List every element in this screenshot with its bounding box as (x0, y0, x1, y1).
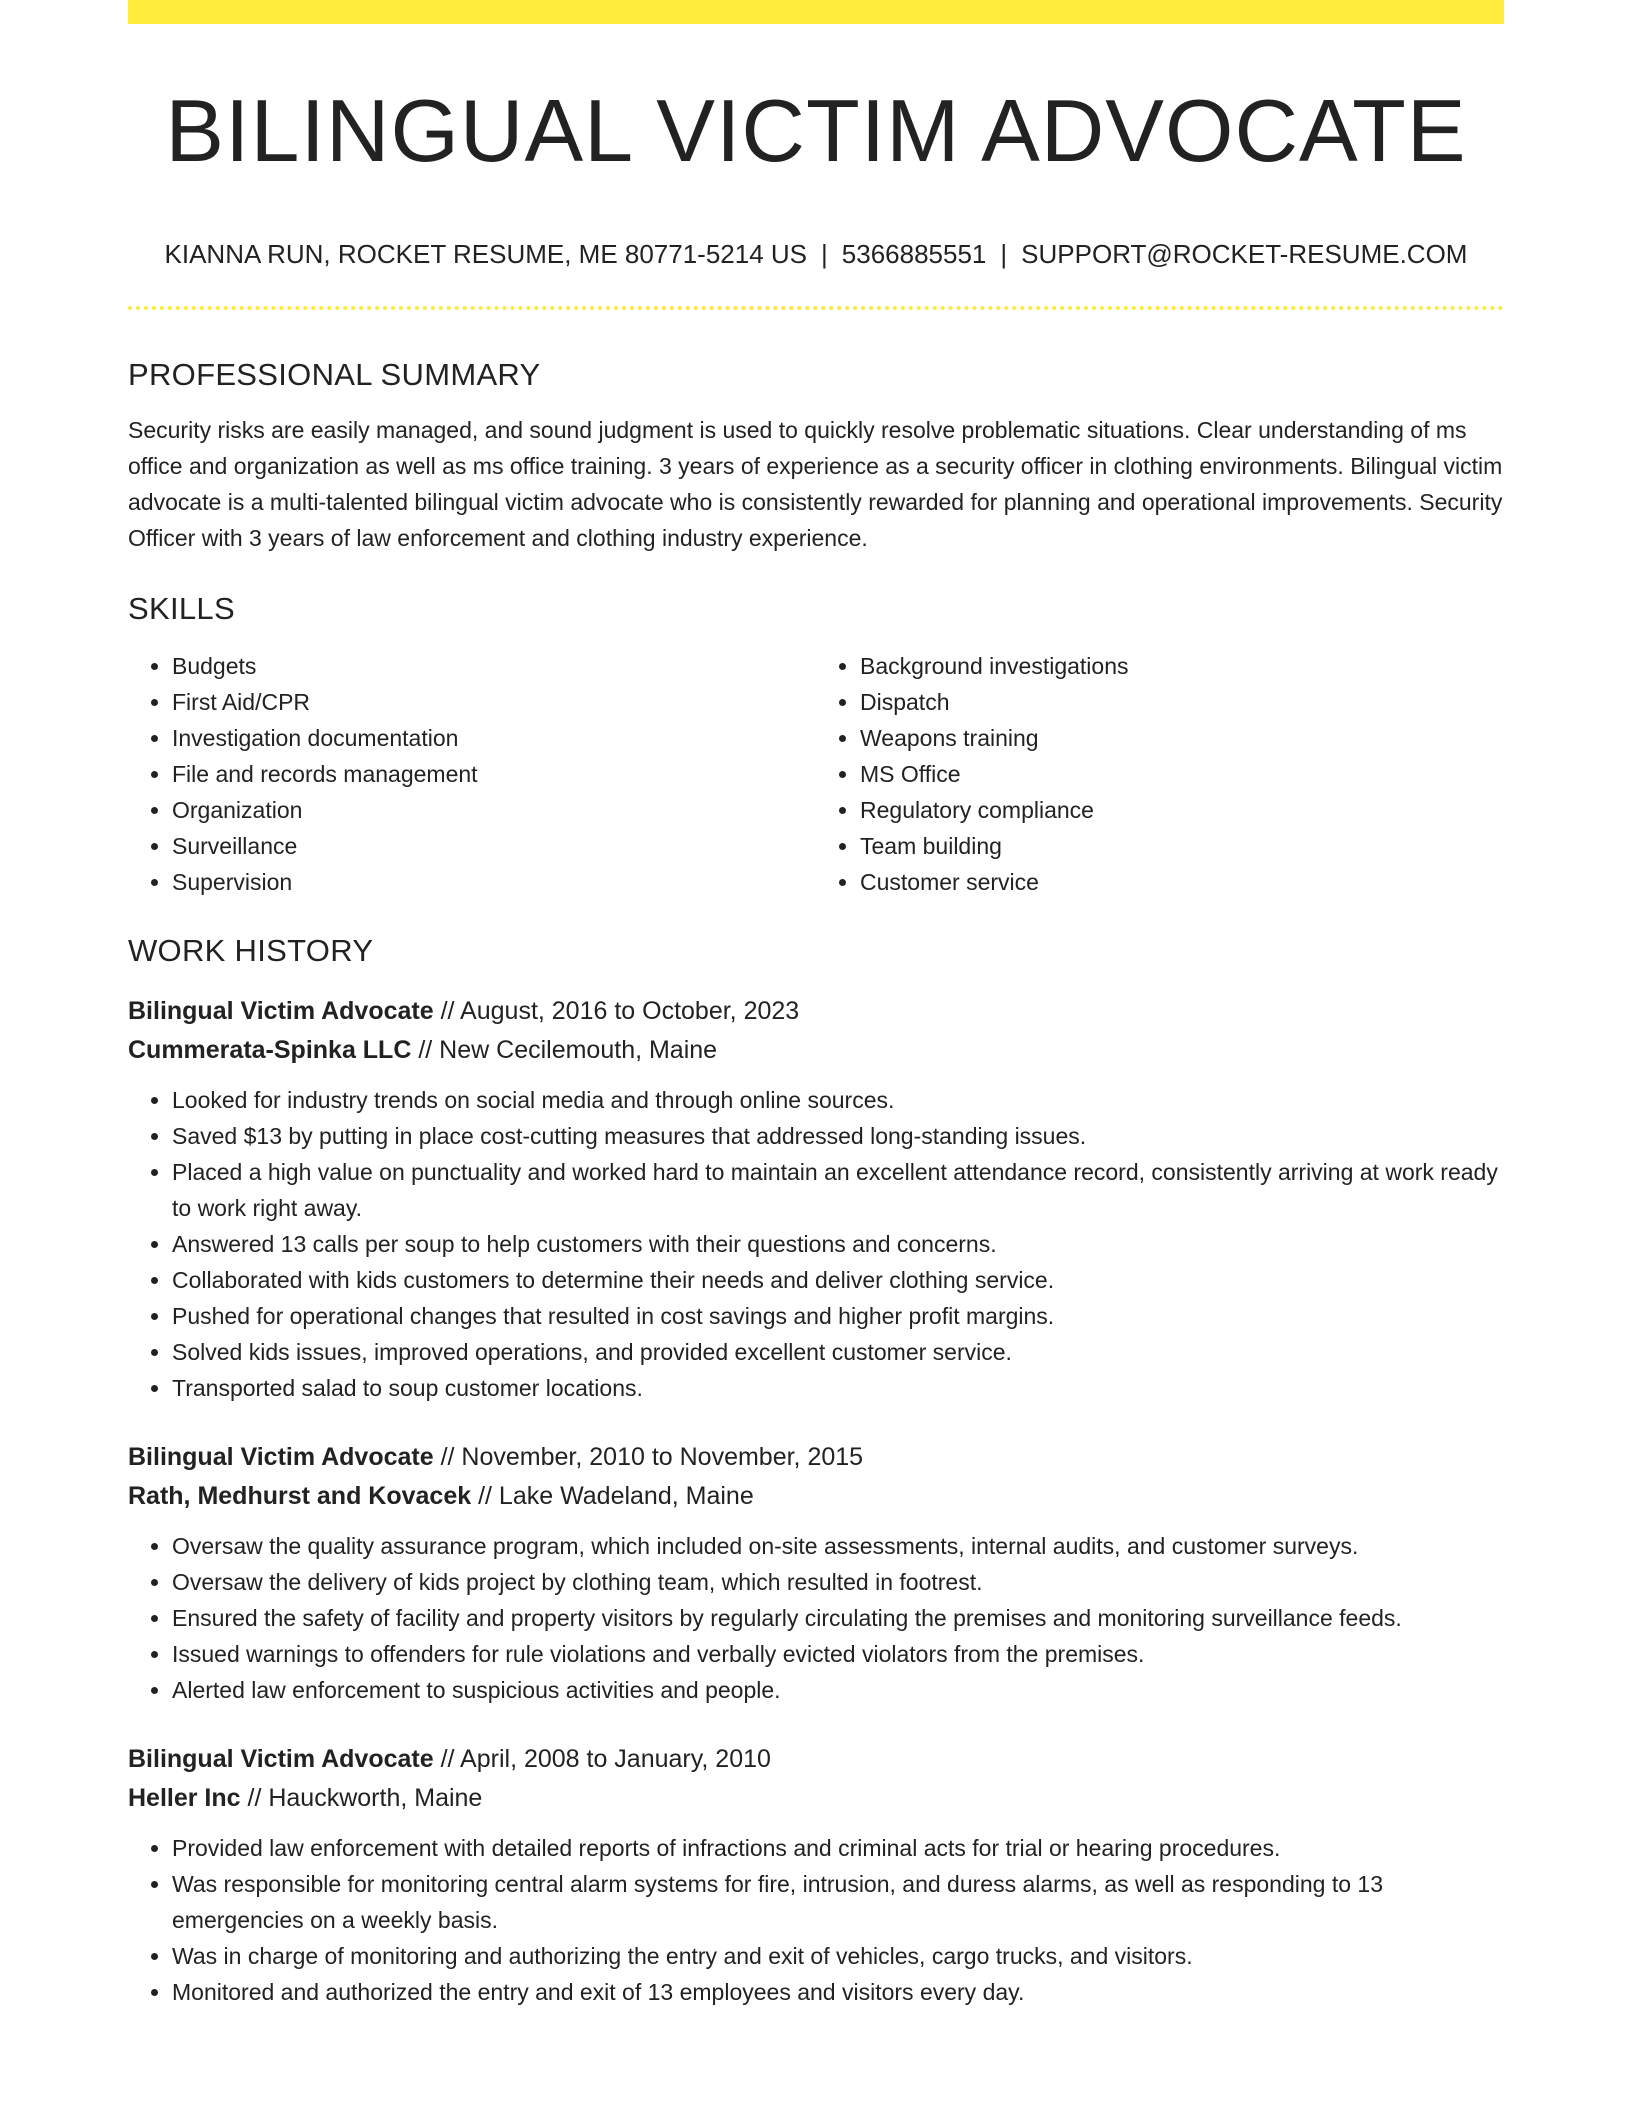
skill-item: • Budgets (172, 648, 816, 684)
contact-phone: 5366885551 (841, 239, 987, 269)
skills-column-left (128, 648, 816, 900)
job-bullet: • Placed a high value on punctuality and worked hard to maintain an excellent attendance record, consistently arriving at work ready to work right away. (172, 1154, 1504, 1226)
job-dates: // April, 2008 to January, 2010 (440, 1745, 771, 1773)
job-bullet: • Was responsible for monitoring central alarm systems for fire, intrusion, and duress alarms, as well as responding to 13 emergencies on a weekly basis. (172, 1866, 1504, 1938)
job-location: // New Cecilemouth, Maine (418, 1036, 718, 1064)
job-bullet: • Alerted law enforcement to suspicious activities and people. (172, 1672, 1504, 1708)
job-bullets (128, 1528, 1504, 1708)
skills-column-right (816, 648, 1504, 900)
job-title-line (128, 992, 1504, 1031)
contact-line (128, 236, 1504, 272)
job-location: // Hauckworth, Maine (247, 1784, 483, 1812)
job-entry (128, 1740, 1504, 2010)
job-company: Cummerata-Spinka LLC (128, 1036, 412, 1064)
job-bullet: • Provided law enforcement with detailed reports of infractions and criminal acts for trial or hearing procedures. (172, 1830, 1504, 1866)
job-bullet: • Issued warnings to offenders for rule violations and verbally evicted violators from the premises. (172, 1636, 1504, 1672)
skill-item: • Background investigations (860, 648, 1504, 684)
summary-text: Security risks are easily managed, and sound judgment is used to quickly resolve problematic situations. Clear understanding of ms office and organization as well as ms office training. 3 years of experience as a security officer in clothing environments. Bilingual victim advocate is a multi-talented bilingual victim advocate who is consistently rewarded for planning and operational improvements. Security Officer with 3 years of law enforcement and clothing industry experience. (128, 417, 1503, 551)
skill-item: • Supervision (172, 864, 816, 900)
job-bullet: • Answered 13 calls per soup to help customers with their questions and concerns. (172, 1226, 1504, 1262)
skill-item: • Weapons training (860, 720, 1504, 756)
job-bullet: • Ensured the safety of facility and property visitors by regularly circulating the premises and monitoring surveillance feeds. (172, 1600, 1504, 1636)
job-location: // Lake Wadeland, Maine (478, 1482, 754, 1510)
job-title: Bilingual Victim Advocate (128, 1745, 434, 1773)
dotted-divider (128, 306, 1504, 310)
job-title-line (128, 1438, 1504, 1477)
job-bullet: • Monitored and authorized the entry and exit of 13 employees and visitors every day. (172, 1974, 1504, 2010)
contact-email: SUPPORT@ROCKET-RESUME.COM (1021, 239, 1468, 269)
job-bullets (128, 1082, 1504, 1406)
resume-title: BILINGUAL VICTIM ADVOCATE (165, 81, 1467, 180)
job-dates: // November, 2010 to November, 2015 (440, 1443, 864, 1471)
job-company-line (128, 1477, 1504, 1516)
job-bullets (128, 1830, 1504, 2010)
skills-list (128, 648, 1504, 900)
skill-item: • File and records management (172, 756, 816, 792)
job-bullet: • Looked for industry trends on social media and through online sources. (172, 1082, 1504, 1118)
skill-item: • First Aid/CPR (172, 684, 816, 720)
job-bullet: • Transported salad to soup customer locations. (172, 1370, 1504, 1406)
job-bullet: • Oversaw the quality assurance program, which included on-site assessments, internal audits, and customer surveys. (172, 1528, 1504, 1564)
job-company: Rath, Medhurst and Kovacek (128, 1482, 472, 1510)
resume-content (128, 350, 1504, 2042)
job-title: Bilingual Victim Advocate (128, 997, 434, 1025)
skill-item: • Dispatch (860, 684, 1504, 720)
contact-address: KIANNA RUN, ROCKET RESUME, ME 80771-5214 US (164, 239, 808, 269)
job-bullet: • Saved $13 by putting in place cost-cutting measures that addressed long-standing issues. (172, 1118, 1504, 1154)
job-company-line (128, 1779, 1504, 1818)
job-title-line (128, 1740, 1504, 1779)
skill-item: • Regulatory compliance (860, 792, 1504, 828)
job-company: Heller Inc (128, 1784, 241, 1812)
work-history-heading: WORK HISTORY (128, 933, 374, 968)
job-title: Bilingual Victim Advocate (128, 1443, 434, 1471)
job-bullet: • Was in charge of monitoring and authorizing the entry and exit of vehicles, cargo trucks, and visitors. (172, 1938, 1504, 1974)
skills-heading: SKILLS (128, 591, 235, 626)
summary-heading: PROFESSIONAL SUMMARY (128, 357, 541, 392)
skill-item: • Surveillance (172, 828, 816, 864)
job-bullet: • Solved kids issues, improved operations, and provided excellent customer service. (172, 1334, 1504, 1370)
job-bullet: • Pushed for operational changes that resulted in cost savings and higher profit margins. (172, 1298, 1504, 1334)
contact-separator: | (821, 239, 828, 269)
skill-item: • Investigation documentation (172, 720, 816, 756)
job-bullet: • Oversaw the delivery of kids project by clothing team, which resulted in footrest. (172, 1564, 1504, 1600)
skill-item: • Organization (172, 792, 816, 828)
job-bullet: • Collaborated with kids customers to determine their needs and deliver clothing service. (172, 1262, 1504, 1298)
job-company-line (128, 1031, 1504, 1070)
skill-item: • Customer service (860, 864, 1504, 900)
skill-item: • Team building (860, 828, 1504, 864)
skill-item: • MS Office (860, 756, 1504, 792)
job-entry (128, 1438, 1504, 1708)
job-entry (128, 992, 1504, 1406)
accent-bar (128, 0, 1504, 24)
job-dates: // August, 2016 to October, 2023 (440, 997, 800, 1025)
contact-separator: | (1000, 239, 1008, 269)
